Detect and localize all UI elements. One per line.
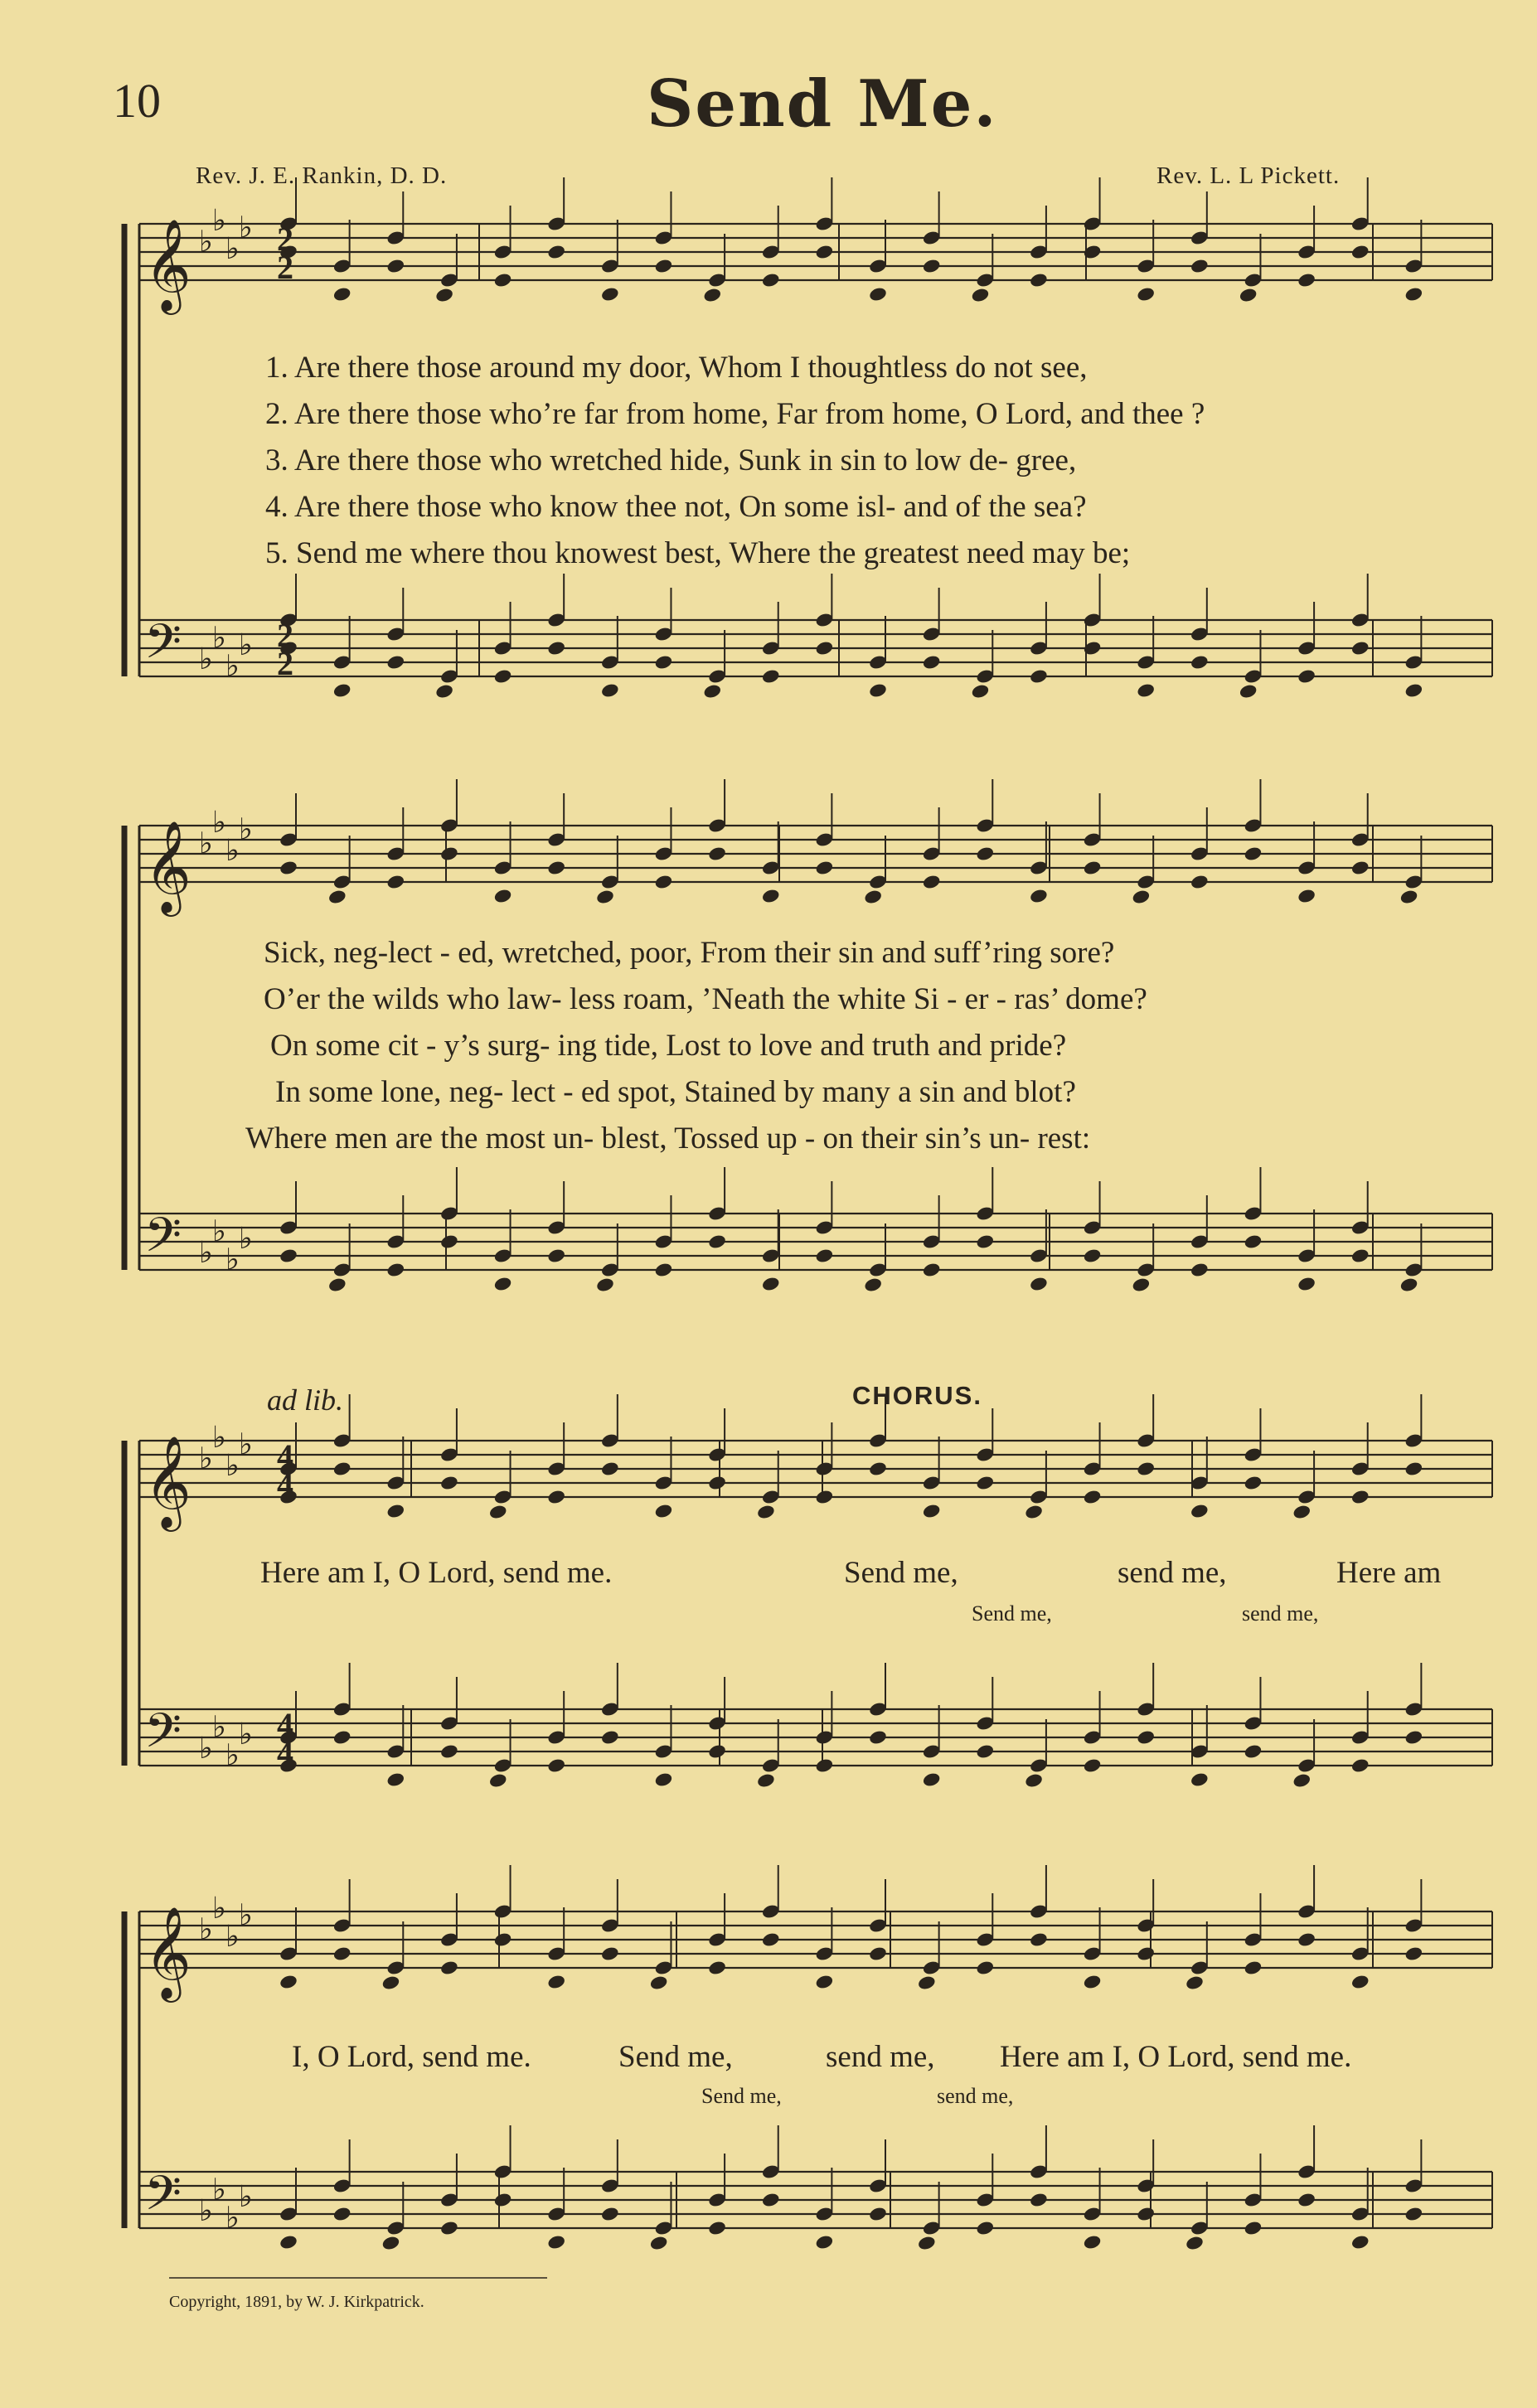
notehead-icon [761, 272, 781, 288]
notehead-icon [1029, 272, 1049, 288]
notehead-icon [279, 1974, 298, 1990]
flat-icon: ♭ [225, 649, 240, 684]
flat-icon: ♭ [212, 1892, 226, 1926]
notehead-icon [600, 1461, 620, 1477]
notehead-icon [707, 845, 727, 862]
notehead-icon [546, 640, 566, 657]
flat-icon: ♭ [212, 1710, 226, 1745]
notehead-icon [815, 640, 835, 657]
notehead-icon [815, 1757, 835, 1774]
notehead-icon [1244, 1475, 1263, 1491]
flat-icon: ♭ [225, 1738, 240, 1773]
notehead-icon [600, 286, 620, 303]
notehead-icon [381, 2235, 401, 2251]
flat-icon: ♭ [225, 2201, 240, 2236]
refrain2-echo-2: send me, [937, 2084, 1014, 2108]
hymn-title: Send Me. [647, 66, 998, 142]
treble-clef-icon: 𝄞 [144, 218, 192, 311]
notehead-icon [385, 654, 405, 671]
page-number: 10 [113, 74, 161, 128]
notehead-icon [1350, 1248, 1370, 1264]
notehead-icon [1029, 888, 1049, 904]
notehead-icon [385, 1771, 405, 1788]
notehead-icon [1244, 1743, 1263, 1760]
notehead-icon [922, 874, 942, 890]
notehead-icon [922, 1503, 942, 1519]
notehead-icon [1350, 1489, 1370, 1505]
notehead-icon [1292, 1504, 1312, 1520]
notehead-icon [1132, 1277, 1152, 1293]
notehead-icon [1029, 1276, 1049, 1292]
notehead-icon [975, 845, 995, 862]
bass-clef-icon: 𝄢 [144, 1703, 182, 1771]
notehead-icon [654, 874, 674, 890]
notehead-icon [1244, 845, 1263, 862]
flat-icon: ♭ [199, 826, 213, 861]
notehead-icon [332, 682, 352, 699]
notehead-icon [493, 2192, 513, 2208]
notehead-icon [975, 1475, 995, 1491]
notehead-icon [439, 1743, 459, 1760]
notehead-icon [815, 1248, 835, 1264]
notehead-icon [971, 287, 991, 303]
bass-clef-icon: 𝄢 [144, 613, 182, 681]
notehead-icon [1399, 1277, 1419, 1293]
notehead-icon [707, 1475, 727, 1491]
notehead-icon [1083, 1757, 1103, 1774]
notehead-icon [1024, 1504, 1044, 1520]
notehead-icon [546, 1757, 566, 1774]
notehead-icon [439, 2220, 459, 2236]
flat-icon: ♭ [212, 204, 226, 238]
verse-5-line-1: 5. Send me where thou knowest best, Where the greatest need may be; [265, 536, 1131, 570]
notehead-icon [1083, 860, 1103, 876]
refrain1-lyric-b: Send me, [844, 1556, 958, 1590]
flat-icon: ♭ [225, 1449, 240, 1483]
notehead-icon [922, 258, 942, 274]
time-signature-digit: 4 [277, 1466, 293, 1503]
composer-credit: Rev. L. L Pickett. [1156, 162, 1341, 189]
notehead-icon [1350, 1974, 1370, 1990]
notehead-icon [815, 244, 835, 260]
notehead-icon [1297, 272, 1316, 288]
time-signature-digit: 2 [277, 617, 293, 654]
notehead-icon [332, 1729, 352, 1746]
notehead-icon [868, 1945, 888, 1962]
notehead-icon [654, 258, 674, 274]
verse-4-line-1: 4. Are there those who know thee not, On some isl- and of the sea? [265, 490, 1087, 524]
notehead-icon [654, 1503, 674, 1519]
flat-icon: ♭ [212, 621, 226, 656]
notehead-icon [385, 874, 405, 890]
notehead-icon [975, 1960, 995, 1976]
notehead-icon [1083, 1974, 1103, 1990]
notehead-icon [1292, 1772, 1312, 1789]
notehead-icon [279, 860, 298, 876]
refrain1-lyric-a: Here am I, O Lord, send me. [260, 1556, 613, 1590]
flat-icon: ♭ [212, 1421, 226, 1455]
treble-clef-icon: 𝄞 [144, 1435, 192, 1528]
notehead-icon [815, 2234, 835, 2251]
notehead-icon [1190, 258, 1210, 274]
notehead-icon [868, 1461, 888, 1477]
notehead-icon [1297, 2192, 1316, 2208]
notehead-icon [1132, 889, 1152, 905]
flat-icon: ♭ [199, 1441, 213, 1476]
notehead-icon [439, 1960, 459, 1976]
notehead-icon [1404, 2206, 1424, 2222]
notehead-icon [1244, 1960, 1263, 1976]
notehead-icon [707, 1233, 727, 1250]
notehead-icon [381, 1974, 401, 1991]
verse-1-line-2: Sick, neg-lect - ed, wretched, poor, From their sin and suff’ring sore? [264, 936, 1115, 970]
notehead-icon [922, 654, 942, 671]
flat-icon: ♭ [239, 812, 253, 847]
flat-icon: ♭ [199, 1732, 213, 1766]
notehead-icon [761, 1276, 781, 1292]
notehead-icon [600, 2206, 620, 2222]
notehead-icon [279, 1248, 298, 1264]
notehead-icon [1136, 286, 1156, 303]
notehead-icon [332, 2206, 352, 2222]
notehead-icon [702, 287, 722, 303]
flat-icon: ♭ [212, 806, 226, 840]
flat-icon: ♭ [199, 1236, 213, 1270]
notehead-icon [1404, 1945, 1424, 1962]
notehead-icon [385, 1503, 405, 1519]
refrain2-echo-1: Send me, [701, 2084, 782, 2108]
notehead-icon [327, 1277, 347, 1293]
notehead-icon [1350, 640, 1370, 657]
refrain2-lyric-c: send me, [826, 2040, 935, 2074]
notehead-icon [600, 1729, 620, 1746]
notehead-icon [702, 683, 722, 700]
copyright-notice: Copyright, 1891, by W. J. Kirkpatrick. [169, 2293, 424, 2311]
notehead-icon [1136, 1461, 1156, 1477]
flat-icon: ♭ [225, 834, 240, 868]
notehead-icon [546, 1974, 566, 1990]
notehead-icon [600, 1945, 620, 1962]
notehead-icon [654, 654, 674, 671]
notehead-icon [1404, 1729, 1424, 1746]
verse-5-line-2: Where men are the most un- blest, Tossed up - on their sin’s un- rest: [245, 1122, 1091, 1156]
flat-icon: ♭ [225, 232, 240, 266]
treble-clef-icon: 𝄞 [144, 820, 192, 913]
notehead-icon [493, 1931, 513, 1948]
chorus-label: CHORUS. [852, 1381, 982, 1410]
notehead-icon [493, 668, 513, 685]
time-signature-digit: 4 [277, 1706, 293, 1743]
refrain2-lyric-a: I, O Lord, send me. [292, 2040, 531, 2074]
notehead-icon [1297, 888, 1316, 904]
flat-icon: ♭ [199, 225, 213, 259]
bass-clef-icon: 𝄢 [144, 1207, 182, 1275]
time-signature-digit: 4 [277, 1437, 293, 1475]
notehead-icon [868, 2206, 888, 2222]
notehead-icon [922, 1262, 942, 1278]
notehead-icon [761, 888, 781, 904]
notehead-icon [654, 1262, 674, 1278]
notehead-icon [546, 1248, 566, 1264]
notehead-icon [756, 1772, 776, 1789]
notehead-icon [1185, 2235, 1205, 2251]
notehead-icon [1136, 1729, 1156, 1746]
notehead-icon [546, 860, 566, 876]
lyricist-credit: Rev. J. E. Rankin, D. D. [196, 162, 448, 189]
notehead-icon [815, 1489, 835, 1505]
notehead-icon [488, 1504, 508, 1520]
refrain1-echo-2: send me, [1242, 1601, 1319, 1626]
notehead-icon [1185, 1974, 1205, 1991]
notehead-icon [1244, 2220, 1263, 2236]
notehead-icon [385, 1262, 405, 1278]
notehead-icon [1083, 1489, 1103, 1505]
notehead-icon [1350, 2234, 1370, 2251]
time-signature-digit: 2 [277, 249, 293, 286]
verse-2-line-1: 2. Are there those who’re far from home, Far from home, O Lord, and thee ? [265, 397, 1205, 431]
notehead-icon [707, 2220, 727, 2236]
notehead-icon [707, 1960, 727, 1976]
notehead-icon [868, 286, 888, 303]
flat-icon: ♭ [212, 1214, 226, 1249]
notehead-icon [1297, 668, 1316, 685]
flat-icon: ♭ [239, 211, 253, 245]
flat-icon: ♭ [225, 1243, 240, 1277]
notehead-icon [917, 2235, 937, 2251]
notehead-icon [439, 845, 459, 862]
verse-2-line-2: O’er the wilds who law- less roam, ’Neath the white Si - er - ras’ dome? [264, 982, 1147, 1016]
notehead-icon [863, 1277, 883, 1293]
notehead-icon [922, 1771, 942, 1788]
notehead-icon [546, 244, 566, 260]
flat-icon: ♭ [239, 628, 253, 662]
notehead-icon [1404, 682, 1424, 699]
notehead-icon [595, 889, 615, 905]
treble-clef-icon: 𝄞 [144, 1906, 192, 1999]
time-signature-digit: 2 [277, 220, 293, 258]
verse-3-line-1: 3. Are there those who wretched hide, Sunk in sin to low de- gree, [265, 443, 1077, 477]
refrain2-lyric-b: Send me, [618, 2040, 733, 2074]
notehead-icon [332, 1945, 352, 1962]
notehead-icon [1350, 244, 1370, 260]
notehead-icon [756, 1504, 776, 1520]
notehead-icon [1239, 287, 1258, 303]
refrain1-lyric-d: Here am [1336, 1556, 1442, 1590]
notehead-icon [761, 2192, 781, 2208]
notehead-icon [385, 258, 405, 274]
refrain2-lyric-d: Here am I, O Lord, send me. [1000, 2040, 1352, 2074]
notehead-icon [600, 682, 620, 699]
flat-icon: ♭ [199, 2194, 213, 2228]
flat-icon: ♭ [239, 1898, 253, 1933]
ad-lib-marking: ad lib. [267, 1383, 344, 1417]
verse-1-line-1: 1. Are there those around my door, Whom I thoughtless do not see, [265, 351, 1088, 385]
flat-icon: ♭ [225, 1920, 240, 1954]
notehead-icon [1190, 654, 1210, 671]
notehead-icon [971, 683, 991, 700]
notehead-icon [1136, 2206, 1156, 2222]
notehead-icon [868, 682, 888, 699]
notehead-icon [493, 1276, 513, 1292]
notehead-icon [1190, 1771, 1210, 1788]
notehead-icon [1190, 1262, 1210, 1278]
flat-icon: ♭ [239, 1222, 253, 1256]
notehead-icon [1297, 1276, 1316, 1292]
notehead-icon [327, 889, 347, 905]
notehead-icon [1190, 1503, 1210, 1519]
notehead-icon [649, 2235, 669, 2251]
notehead-icon [654, 1771, 674, 1788]
notehead-icon [595, 1277, 615, 1293]
notehead-icon [868, 1729, 888, 1746]
notehead-icon [493, 888, 513, 904]
flat-icon: ♭ [199, 1912, 213, 1947]
notehead-icon [434, 683, 454, 700]
notehead-icon [761, 1931, 781, 1948]
notehead-icon [546, 2234, 566, 2251]
verse-3-line-2: On some cit - y’s surg- ing tide, Lost to love and truth and pride? [270, 1029, 1067, 1063]
notehead-icon [707, 1743, 727, 1760]
notehead-icon [1190, 874, 1210, 890]
flat-icon: ♭ [239, 1427, 253, 1462]
notehead-icon [1136, 1945, 1156, 1962]
notehead-icon [975, 2220, 995, 2236]
verse-4-line-2: In some lone, neg- lect - ed spot, Stained by many a sin and blot? [275, 1075, 1076, 1109]
notehead-icon [439, 1233, 459, 1250]
notehead-icon [1404, 1461, 1424, 1477]
flat-icon: ♭ [199, 642, 213, 676]
notehead-icon [434, 287, 454, 303]
notehead-icon [815, 1974, 835, 1990]
notehead-icon [332, 286, 352, 303]
notehead-icon [649, 1974, 669, 1991]
notehead-icon [975, 1233, 995, 1250]
notehead-icon [439, 1475, 459, 1491]
notehead-icon [1297, 1931, 1316, 1948]
flat-icon: ♭ [212, 2173, 226, 2207]
refrain1-echo-1: Send me, [972, 1601, 1052, 1626]
notehead-icon [332, 1461, 352, 1477]
notehead-icon [1399, 889, 1419, 905]
notehead-icon [493, 272, 513, 288]
notehead-icon [1029, 2192, 1049, 2208]
notehead-icon [488, 1772, 508, 1789]
notehead-icon [761, 668, 781, 685]
time-signature-digit: 2 [277, 645, 293, 682]
notehead-icon [279, 2234, 298, 2251]
notehead-icon [863, 889, 883, 905]
notehead-icon [917, 1974, 937, 1991]
notehead-icon [1239, 683, 1258, 700]
time-signature-digit: 4 [277, 1734, 293, 1771]
notehead-icon [975, 1743, 995, 1760]
notehead-icon [1029, 668, 1049, 685]
notehead-icon [1024, 1772, 1044, 1789]
notehead-icon [1404, 286, 1424, 303]
notehead-icon [1029, 1931, 1049, 1948]
notehead-icon [1244, 1233, 1263, 1250]
notehead-icon [1083, 1248, 1103, 1264]
notehead-icon [1083, 2234, 1103, 2251]
refrain1-lyric-c: send me, [1118, 1556, 1227, 1590]
notehead-icon [546, 1489, 566, 1505]
notehead-icon [815, 860, 835, 876]
flat-icon: ♭ [239, 2180, 253, 2214]
notehead-icon [1350, 860, 1370, 876]
notehead-icon [1350, 1757, 1370, 1774]
flat-icon: ♭ [239, 1718, 253, 1751]
notehead-icon [1136, 682, 1156, 699]
bass-clef-icon: 𝄢 [144, 2165, 182, 2233]
